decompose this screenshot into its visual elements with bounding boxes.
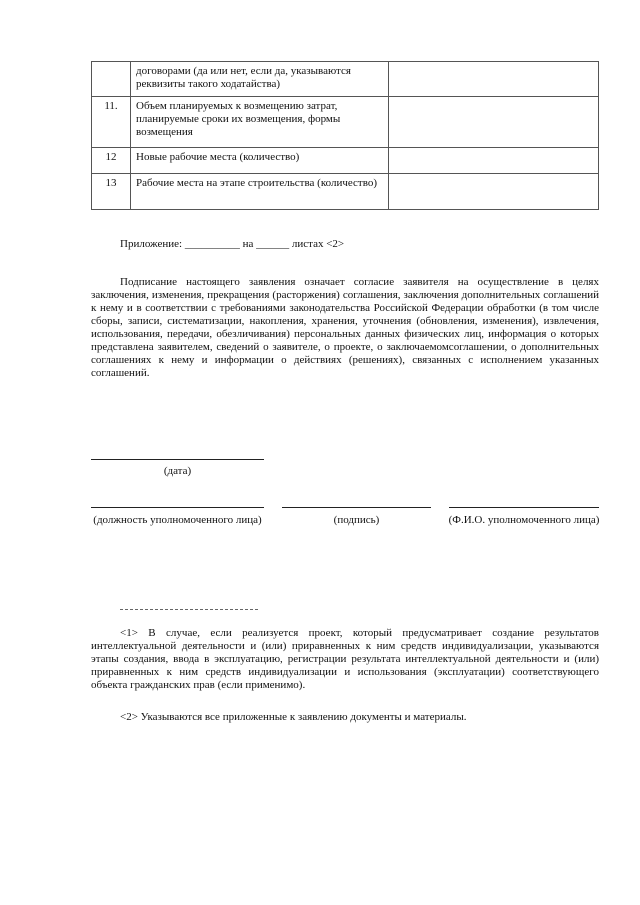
table-row [92,148,599,174]
footnote-2: <2> Указываются все приложенные к заявлению документы и материалы. [120,711,467,723]
row-text: договорами (да или нет, если да, указываются реквизиты такого ходатайства) [131,62,389,97]
date-caption: (дата) [163,465,192,477]
application-table [91,61,599,210]
row-text: Рабочие места на этапе строительства (количество) [131,174,389,210]
row-number: 11. [92,97,131,148]
row-number [92,62,131,97]
row-value [389,97,599,148]
row-value [389,62,599,97]
row-text: Новые рабочие места (количество) [131,148,389,174]
signature-line [282,507,431,508]
table-row [92,97,599,148]
row-text: Объем планируемых к возмещению затрат, планируемые сроки их возмещения, формы возмещения [131,97,389,148]
row-number: 13 [92,174,131,210]
appendix-line: Приложение: __________ на ______ листах <2> [120,238,345,250]
table-row [92,174,599,210]
row-value [389,148,599,174]
table-row [92,62,599,97]
name-line [449,507,599,508]
row-value [389,174,599,210]
position-caption: (должность уполномоченного лица) [93,514,262,526]
footnote-separator [120,609,258,610]
footnote-1: <1> В случае, если реализуется проект, который предусматривает создание результатов интеллектуальной деятельности и (или) приравненных к ним средств индивидуализации, указываются этапы создания, ввода в эксплуатацию, регистрации результата интеллектуальной деятельности и (или) приравненных к ним средств индивидуализации и использования (эксплуатации) соответствующего объекта гражданских прав (если применимо). [91,627,599,691]
name-caption: (Ф.И.О. уполномоченного лица) [448,514,600,526]
consent-paragraph: Подписание настоящего заявления означает согласие заявителя на осуществление в целях заключения, изменения, прекращения (расторжения) соглашения, заключения дополнительных соглашений к нему и в соответствии с требованиями законодательства Российской Федерации обработки (в том числе сборы, записи, систематизации, накопления, хранения, уточнения (обновления, изменения), извлечения, использования, передачи, обезличивания) персональных данных физических лиц, информация о которых представлена заявителем, сведений о заявителе, о проекте, о заключаемомсоглашении, о дополнительных соглашениях к нему и информации о действиях (решениях), связанных с исполнением указанных соглашений. [91,276,599,379]
row-number: 12 [92,148,131,174]
position-line [91,507,264,508]
date-line [91,459,264,460]
signature-caption: (подпись) [333,514,380,526]
